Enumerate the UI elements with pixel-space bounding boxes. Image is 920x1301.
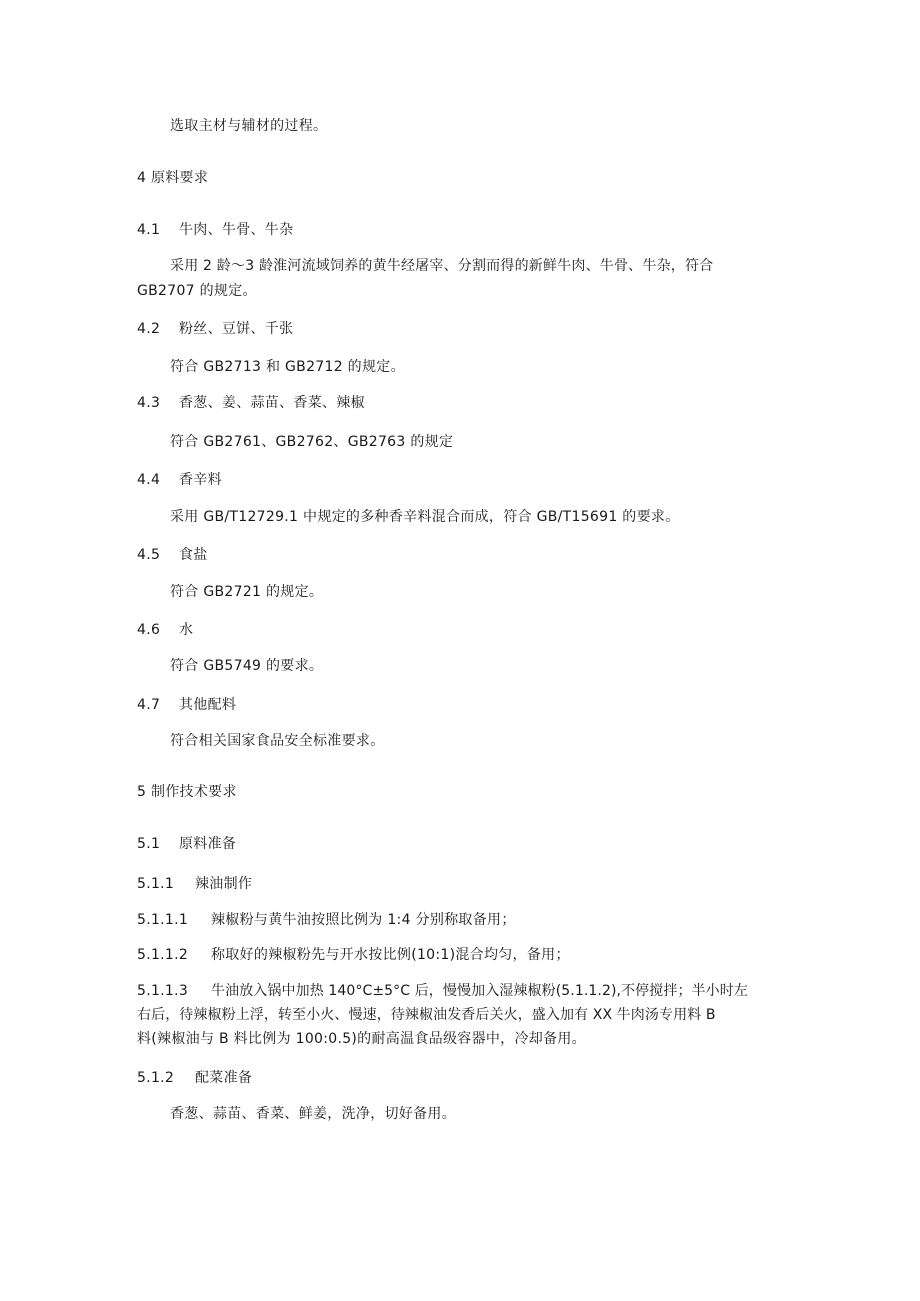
section-4-4-number: 4.4 bbox=[137, 472, 161, 488]
section-5-heading: 5 制作技术要求 bbox=[137, 784, 237, 800]
section-4-7-title: 其他配料 bbox=[179, 697, 237, 713]
section-4-2-title: 粉丝、豆饼、千张 bbox=[179, 321, 294, 337]
section-4-1-title: 牛肉、牛骨、牛杂 bbox=[179, 222, 294, 238]
section-4-2-number: 4.2 bbox=[137, 321, 161, 337]
section-5-1-1-3-line1: 牛油放入锅中加热 140°C±5°C 后，慢慢加入湿辣椒粉(5.1.1.2),不停搅拌；半小时左 bbox=[211, 983, 748, 999]
section-4-7-text: 符合相关国家食品安全标准要求。 bbox=[170, 733, 385, 749]
section-4-3-text: 符合 GB2761、GB2762、GB2763 的规定 bbox=[170, 434, 454, 450]
section-4-1-text-line1: 采用 2 龄～3 龄淮河流域饲养的黄牛经屠宰、分割而得的新鲜牛肉、牛骨、牛杂，符合 bbox=[170, 258, 714, 274]
section-4-7-number: 4.7 bbox=[137, 697, 161, 713]
section-5-1-1-2-text: 称取好的辣椒粉先与开水按比例(10:1)混合均匀，备用； bbox=[211, 947, 570, 963]
section-5-1-title: 原料准备 bbox=[179, 836, 237, 852]
section-5-1-1-3-number: 5.1.1.3 bbox=[137, 983, 189, 999]
intro-text: 选取主材与辅材的过程。 bbox=[170, 118, 328, 134]
section-4-3-title: 香葱、姜、蒜苗、香菜、辣椒 bbox=[179, 395, 365, 411]
section-5-1-1-1-text: 辣椒粉与黄牛油按照比例为 1:4 分别称取备用； bbox=[211, 912, 516, 928]
section-4-5-text: 符合 GB2721 的规定。 bbox=[170, 584, 324, 600]
section-4-1-text-line2: GB2707 的规定。 bbox=[137, 283, 257, 299]
section-5-1-2-text: 香葱、蒜苗、香菜、鲜姜，洗净，切好备用。 bbox=[170, 1106, 456, 1122]
section-4-5-number: 4.5 bbox=[137, 547, 161, 563]
section-5-1-2-number: 5.1.2 bbox=[137, 1070, 175, 1086]
section-5-1-1-2-number: 5.1.1.2 bbox=[137, 947, 189, 963]
section-5-1-1-title: 辣油制作 bbox=[195, 876, 253, 892]
section-4-6-text: 符合 GB5749 的要求。 bbox=[170, 658, 324, 674]
section-5-1-1-3-line3: 料(辣椒油与 B 料比例为 100:0.5)的耐高温食品级容器中，冷却备用。 bbox=[137, 1031, 586, 1047]
section-5-1-number: 5.1 bbox=[137, 836, 161, 852]
section-4-3-number: 4.3 bbox=[137, 395, 161, 411]
section-4-4-title: 香辛料 bbox=[179, 472, 222, 488]
section-4-6-title: 水 bbox=[179, 622, 194, 638]
section-5-1-1-1-number: 5.1.1.1 bbox=[137, 912, 189, 928]
section-5-1-1-3-line2: 右后，待辣椒粉上浮，转至小火、慢速，待辣椒油发香后关火，盛入加有 XX 牛肉汤专用料 B bbox=[137, 1007, 716, 1023]
section-4-4-text: 采用 GB/T12729.1 中规定的多种香辛料混合而成，符合 GB/T15691 的要求。 bbox=[170, 509, 680, 525]
section-5-1-1-number: 5.1.1 bbox=[137, 876, 175, 892]
section-4-1-number: 4.1 bbox=[137, 222, 161, 238]
section-4-2-text: 符合 GB2713 和 GB2712 的规定。 bbox=[170, 359, 405, 375]
section-4-heading: 4 原料要求 bbox=[137, 170, 209, 186]
section-5-1-2-title: 配菜准备 bbox=[195, 1070, 253, 1086]
section-4-5-title: 食盐 bbox=[179, 547, 208, 563]
section-4-6-number: 4.6 bbox=[137, 622, 161, 638]
